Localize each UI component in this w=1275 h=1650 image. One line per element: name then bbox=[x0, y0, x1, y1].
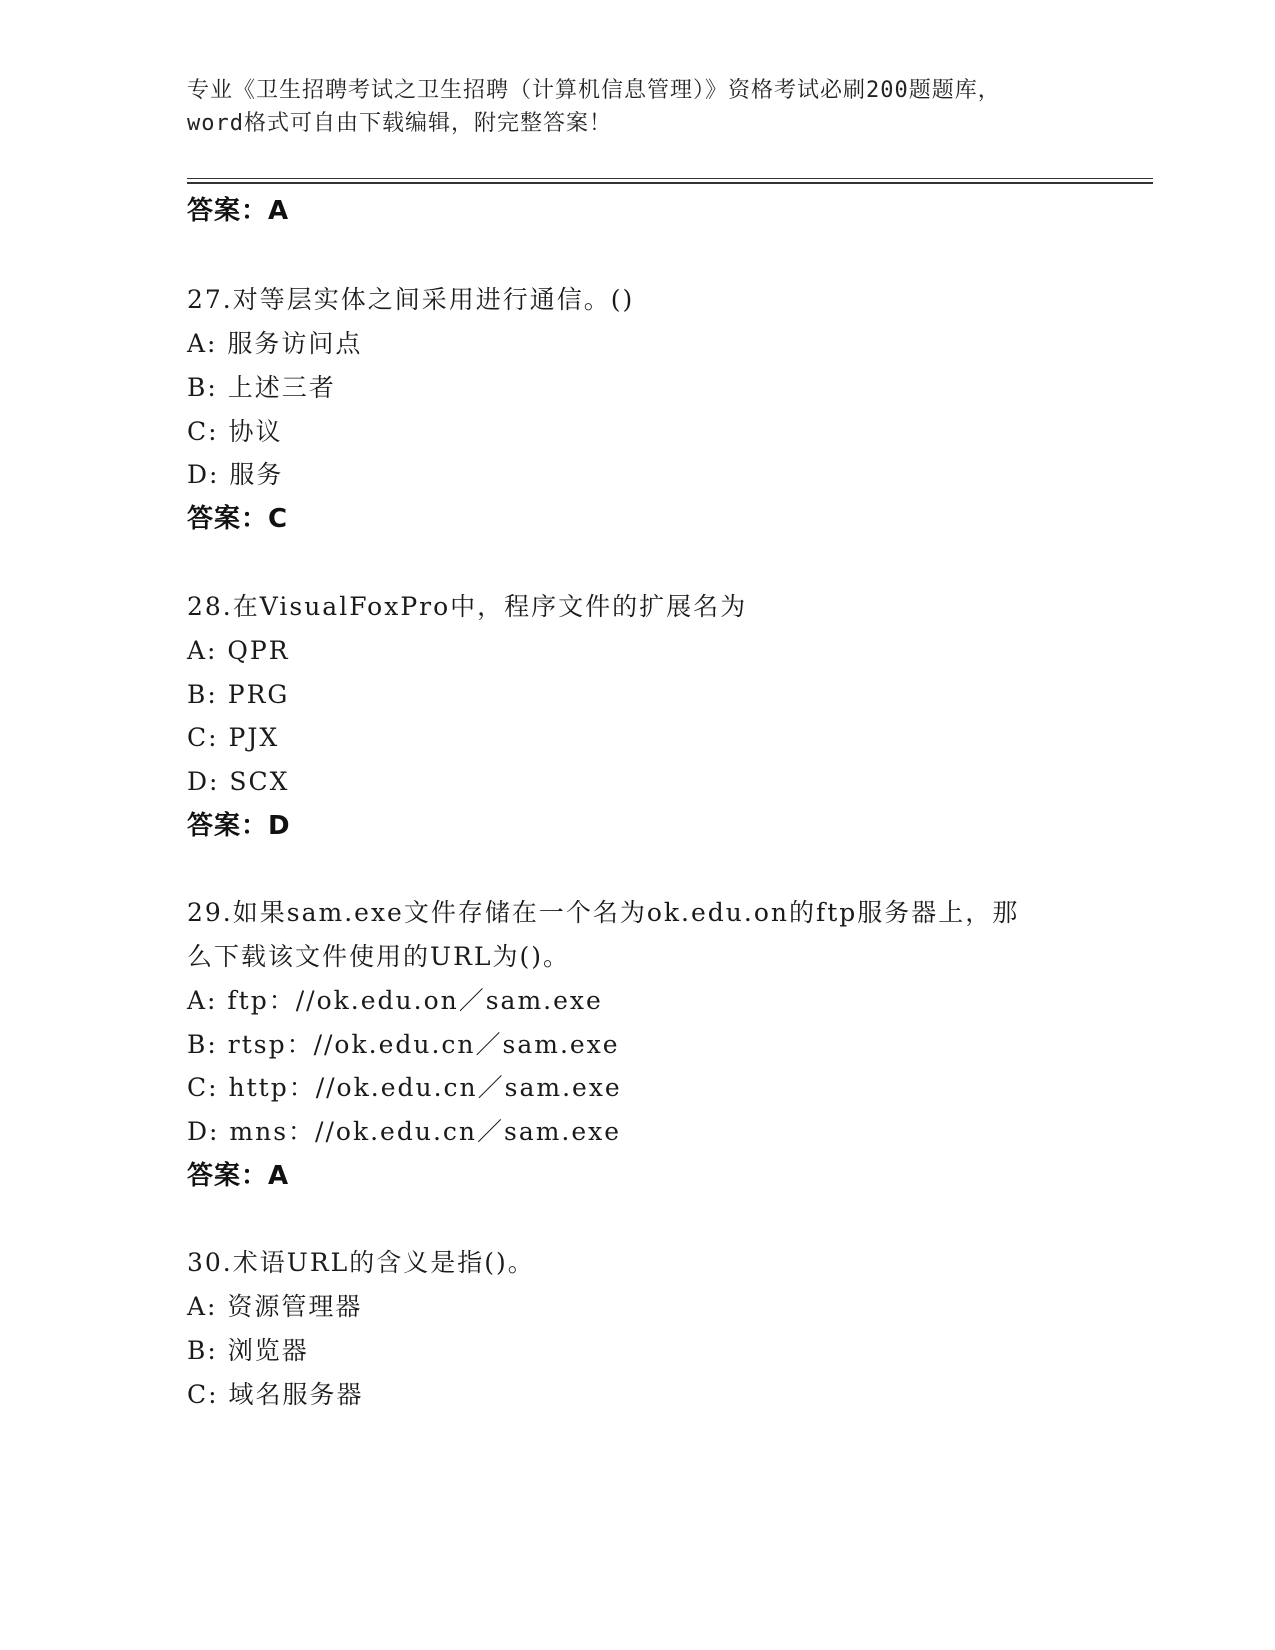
question-29-text-line-2: 么下载该文件使用的URL为()。 bbox=[187, 942, 571, 971]
question-29-option-d: D: mns：//ok.edu.cn／sam.exe bbox=[187, 1117, 622, 1146]
question-28-option-b: B: PRG bbox=[187, 680, 290, 709]
header-divider-thick bbox=[187, 182, 1153, 184]
question-28-option-d: D: SCX bbox=[187, 767, 290, 796]
question-30-option-b: B: 浏览器 bbox=[187, 1336, 309, 1365]
question-29-option-a: A: ftp：//ok.edu.on／sam.exe bbox=[187, 986, 603, 1015]
question-27-option-a: A: 服务访问点 bbox=[187, 329, 363, 358]
header-line-1: 专业《卫生招聘考试之卫生招聘（计算机信息管理）》资格考试必刷200题题库， bbox=[187, 78, 1001, 103]
question-28-option-a: A: QPR bbox=[187, 636, 290, 665]
question-28-text: 28.在VisualFoxPro中，程序文件的扩展名为 bbox=[187, 592, 748, 621]
question-27-answer: 答案：C bbox=[187, 504, 289, 534]
question-30-option-a: A: 资源管理器 bbox=[187, 1292, 363, 1321]
question-27-option-b: B: 上述三者 bbox=[187, 373, 336, 402]
question-27-option-c: C: 协议 bbox=[187, 417, 283, 446]
question-29-answer: 答案：A bbox=[187, 1161, 290, 1191]
question-30-option-c: C: 域名服务器 bbox=[187, 1380, 364, 1409]
question-27-option-d: D: 服务 bbox=[187, 460, 284, 489]
header-divider-thin bbox=[187, 178, 1153, 179]
question-27-text: 27.对等层实体之间采用进行通信。() bbox=[187, 285, 635, 314]
question-29-option-b: B: rtsp：//ok.edu.cn／sam.exe bbox=[187, 1030, 620, 1059]
header-line-2: word格式可自由下载编辑，附完整答案！ bbox=[187, 111, 612, 136]
question-29-option-c: C: http：//ok.edu.cn／sam.exe bbox=[187, 1073, 622, 1102]
question-28-option-c: C: PJX bbox=[187, 723, 280, 752]
question-28-answer: 答案：D bbox=[187, 811, 291, 841]
document-header bbox=[187, 74, 1087, 140]
question-29-text-line-1: 29.如果sam.exe文件存储在一个名为ok.edu.on的ftp服务器上，那 bbox=[187, 898, 1020, 927]
question-30-text: 30.术语URL的含义是指()。 bbox=[187, 1248, 535, 1277]
answer-prev: 答案：A bbox=[187, 196, 290, 226]
